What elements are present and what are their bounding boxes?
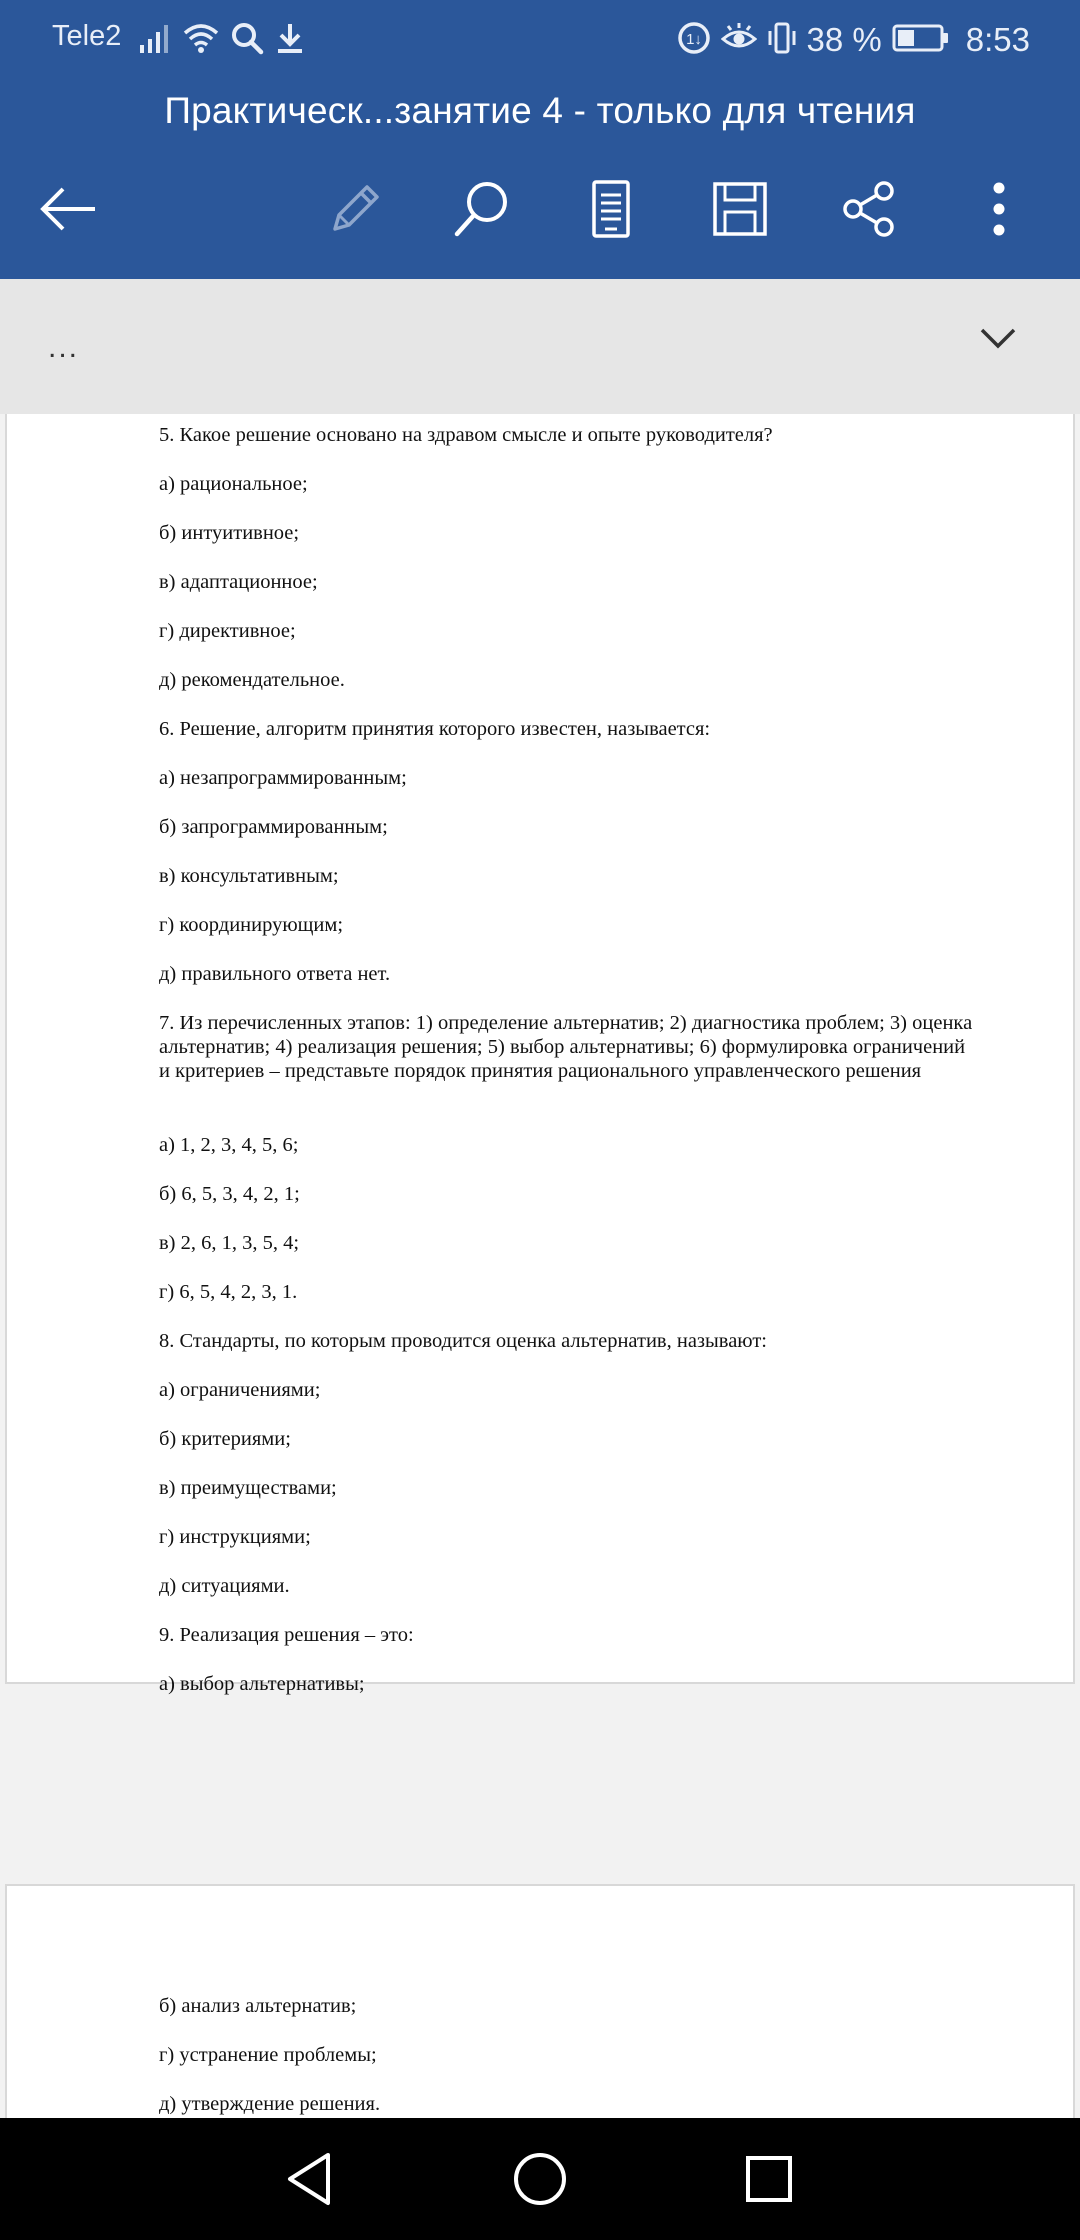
chevron-down-icon (978, 325, 1018, 351)
status-right (677, 16, 1030, 64)
document-title: Практическ...занятие 4 - только для чтения (164, 90, 916, 131)
answer-line: д) правильного ответа нет. (159, 963, 391, 985)
answer-line: г) устранение проблемы; (159, 2044, 377, 2066)
back-arrow-icon (37, 184, 101, 234)
question-7: 7. Из перечисленных этапов: 1) определение альтернатив; 2) диагностика проблем; 3) оценка альтернатив; 4) реализация решения; 5) выбор альтернативы; 6) формулировка ограничений и критериев – представьте порядок принятия рационального управленческого решения (159, 1012, 973, 1082)
answer-line: г) инструкциями; (159, 1526, 311, 1548)
collapsed-ribbon (0, 279, 1080, 415)
edit-button[interactable] (312, 168, 394, 250)
answer-line: а) 1, 2, 3, 4, 5, 6; (159, 1134, 299, 1156)
question-5: 5. Какое решение основано на здравом смысле и опыте руководителя? (159, 424, 773, 446)
answer-line: д) рекомендательное. (159, 669, 345, 691)
vibrate-icon (767, 21, 797, 60)
back-button[interactable] (28, 168, 110, 250)
battery-icon (892, 22, 950, 59)
answer-line: б) критериями; (159, 1428, 291, 1450)
nav-back-button[interactable] (278, 2148, 340, 2210)
document-page-2 (5, 1884, 1075, 2118)
home-circle-icon (512, 2151, 568, 2207)
edit-pencil-icon (323, 179, 383, 239)
share-icon (840, 180, 898, 238)
status-bar (0, 0, 1080, 82)
answer-line: в) адаптационное; (159, 571, 318, 593)
answer-line: б) запрограммированным; (159, 816, 388, 838)
svg-text:1↓: 1↓ (685, 30, 702, 48)
find-button[interactable] (441, 168, 523, 250)
save-button[interactable] (699, 168, 781, 250)
answer-line: а) выбор альтернативы; (159, 1673, 365, 1695)
answer-line: в) преимуществами; (159, 1477, 337, 1499)
share-button[interactable] (828, 168, 910, 250)
back-triangle-icon (284, 2151, 334, 2207)
question-8: 8. Стандарты, по которым проводится оценка альтернатив, называют: (159, 1330, 768, 1352)
question-9: 9. Реализация решения – это: (159, 1624, 414, 1646)
more-options-button[interactable] (958, 168, 1040, 250)
answer-line: г) 6, 5, 4, 2, 3, 1. (159, 1281, 298, 1303)
ribbon-expand-button[interactable] (978, 325, 1018, 356)
data-saver-icon (677, 21, 711, 60)
answer-line: в) 2, 6, 1, 3, 5, 4; (159, 1232, 300, 1254)
search-icon (230, 21, 264, 60)
answer-line: в) консультативным; (159, 865, 339, 887)
question-6: 6. Решение, алгоритм принятия которого известен, называется: (159, 718, 711, 740)
answer-line: б) 6, 5, 3, 4, 2, 1; (159, 1183, 300, 1205)
nav-recents-button[interactable] (738, 2148, 800, 2210)
clock: 8:53 (965, 21, 1030, 58)
mobile-view-button[interactable] (570, 168, 652, 250)
save-icon (711, 180, 769, 238)
carrier-name: Tele2 (52, 20, 122, 52)
document-canvas[interactable] (0, 414, 1080, 2118)
answer-line: д) утверждение решения. (159, 2093, 381, 2115)
signal-icon (138, 21, 172, 60)
answer-line: д) ситуациями. (159, 1575, 290, 1597)
search-icon (451, 178, 513, 240)
document-page-1 (5, 414, 1075, 1695)
answer-line: а) рациональное; (159, 473, 308, 495)
eye-comfort-icon (721, 21, 757, 60)
answer-line: г) директивное; (159, 620, 296, 642)
ribbon-more-button[interactable]: ... (48, 331, 80, 364)
more-options-icon (989, 179, 1009, 239)
status-left-icons (138, 18, 306, 62)
download-icon (274, 21, 306, 60)
battery-percentage: 38 % (806, 21, 882, 58)
system-navigation-bar (0, 2118, 1080, 2240)
nav-home-button[interactable] (509, 2148, 571, 2210)
answer-line: а) ограничениями; (159, 1379, 321, 1401)
recents-square-icon (744, 2154, 794, 2204)
mobile-view-icon (589, 179, 633, 239)
app-header (0, 0, 1080, 279)
answer-line: г) координирующим; (159, 914, 344, 936)
answer-line: а) незапрограммированным; (159, 767, 407, 789)
app-toolbar (0, 168, 1080, 250)
answer-line: б) интуитивное; (159, 522, 300, 544)
answer-line: б) анализ альтернатив; (159, 1995, 357, 2017)
wifi-icon (182, 21, 220, 60)
